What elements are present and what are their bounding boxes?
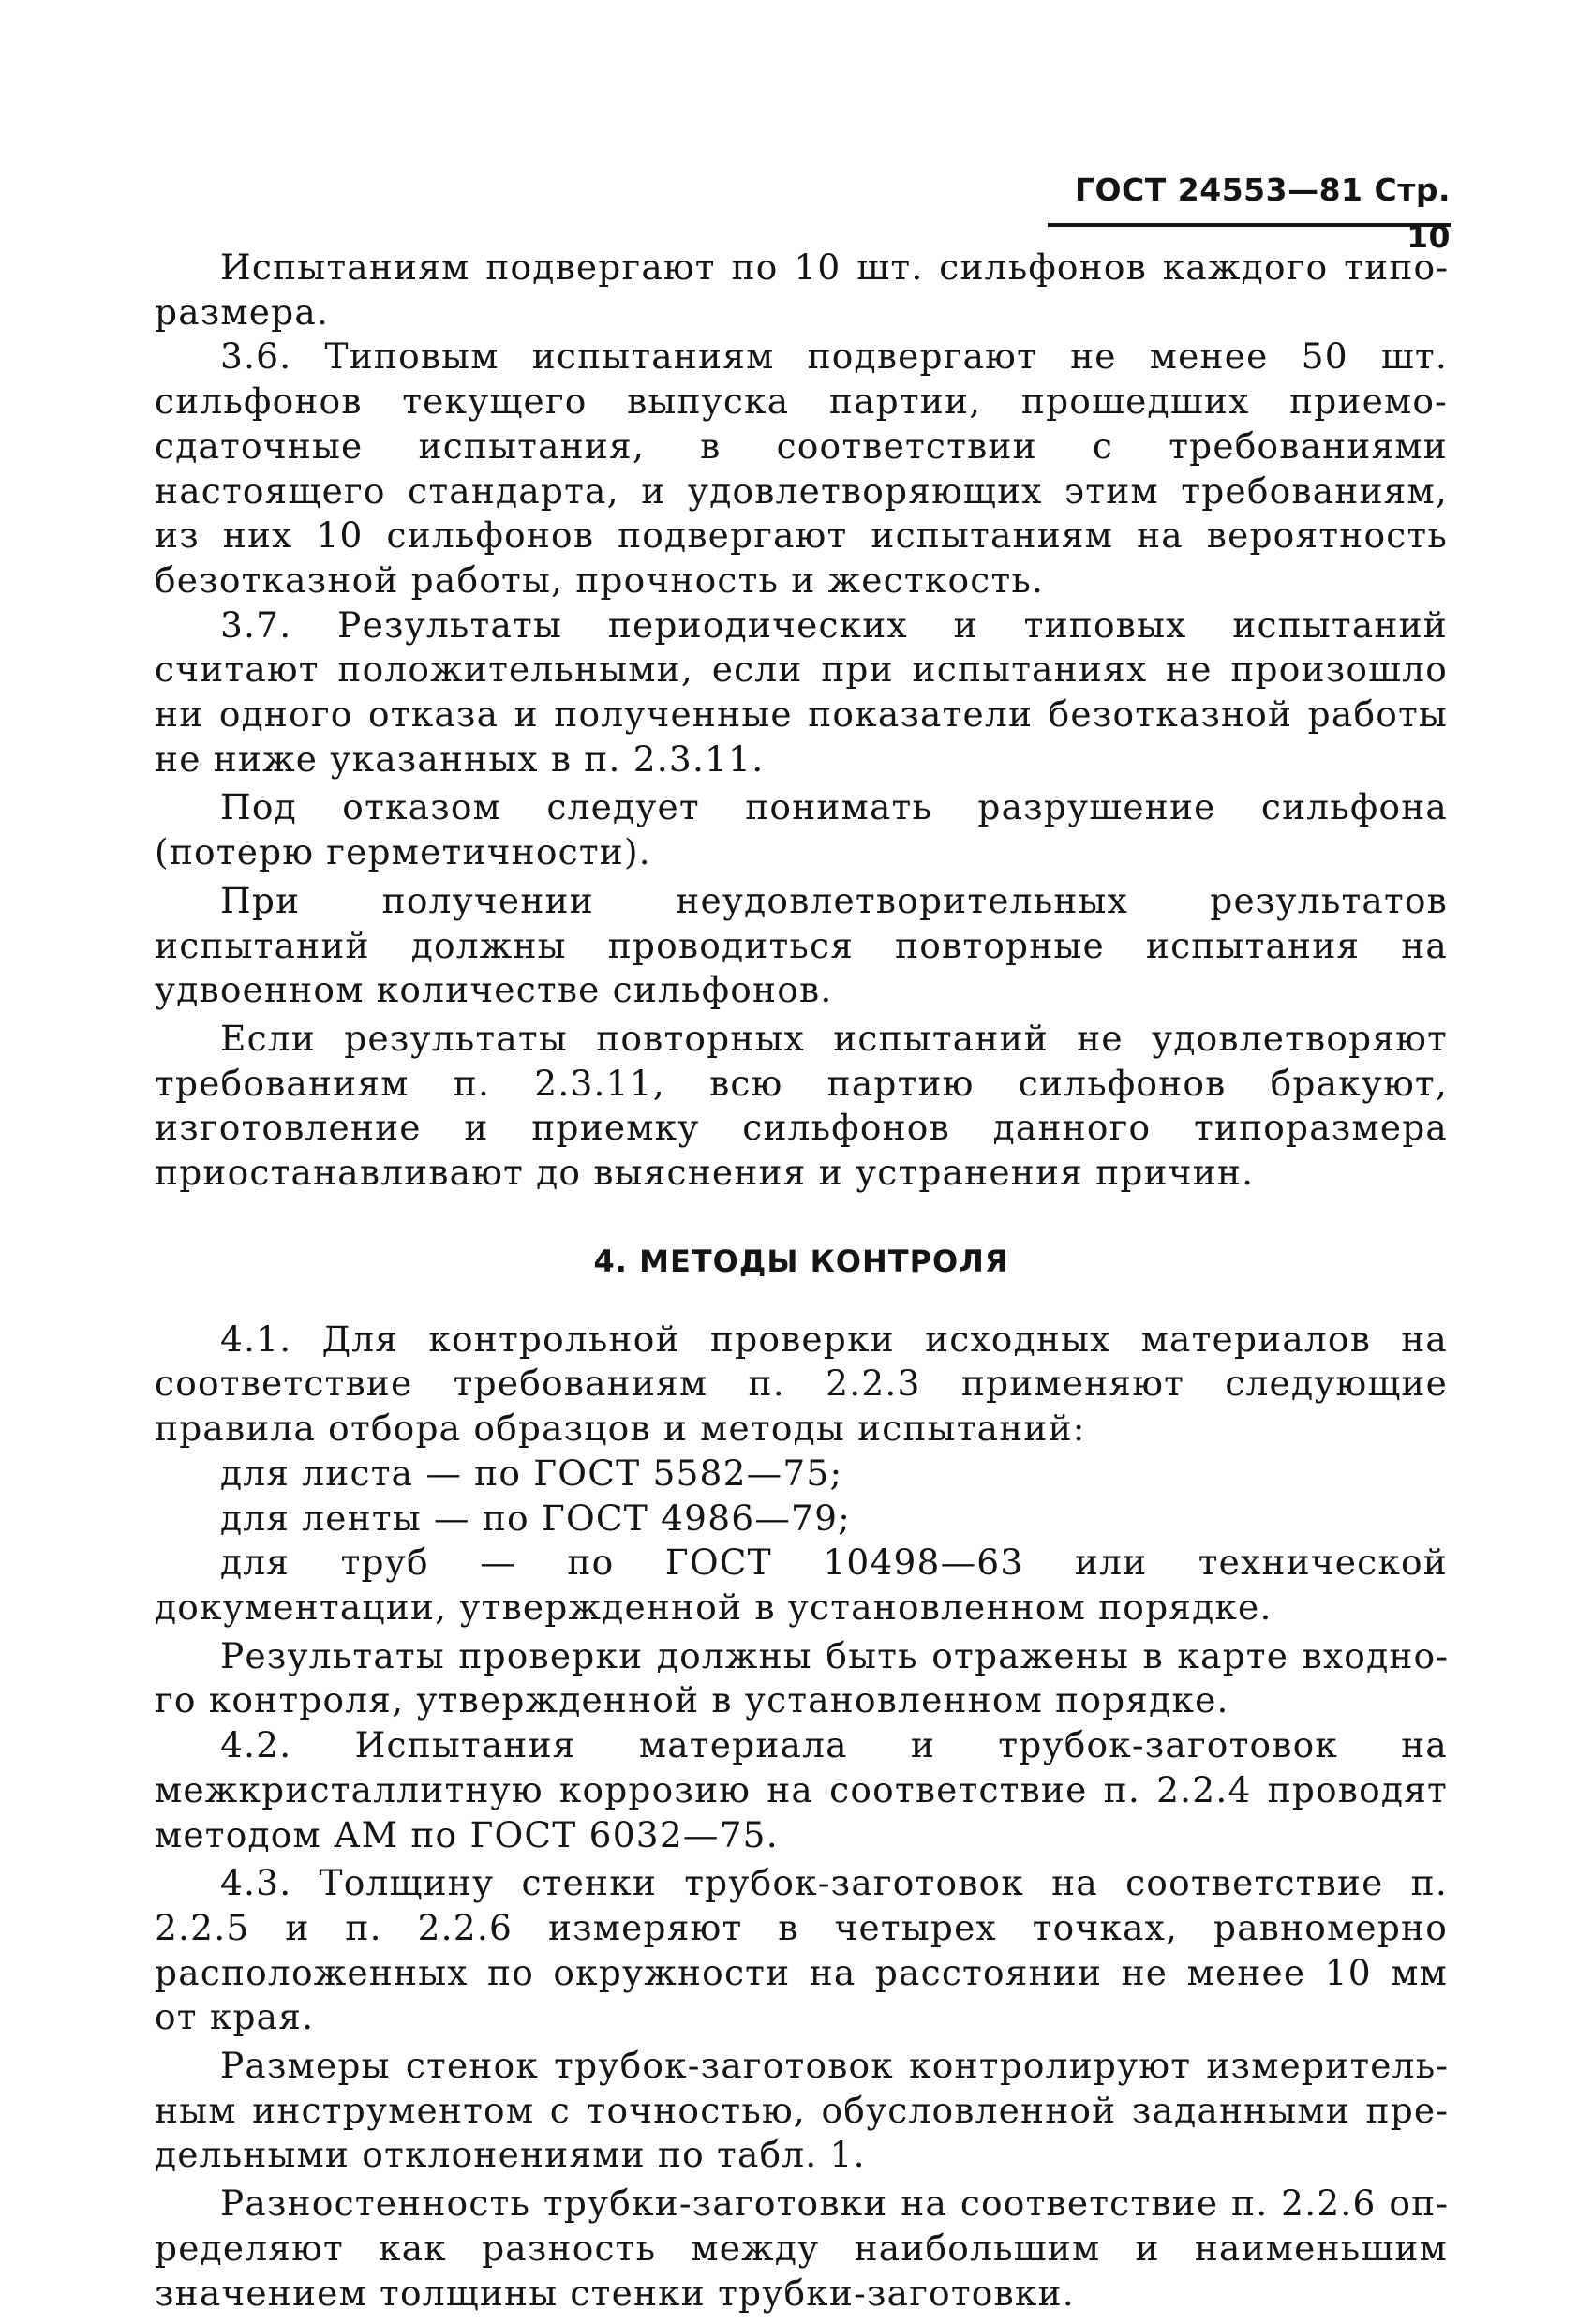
paragraph: При получении неудовлетворительных результатов испытаний должны проводиться повторные испытания на удвоенном количестве сильфонов. [155, 879, 1448, 1011]
list-item: для труб — по ГОСТ 10498—63 или технической документации, утвержденной в установленном порядке. [155, 1542, 1448, 1628]
paragraph: Разностенность трубки-заготовки на соответствие п. 2.2.6 определяют как разность между наибольшим и наименьшим значением толщины стенки трубки-заготовки. [155, 2182, 1448, 2314]
paragraph-3-7: 3.7. Результаты периодических и типовых испытаний считают положительными, если при испытаниях не произошло ни одного отказа и полученные показатели безотказной работы не ниже указанных в п. 2.3.11. [155, 603, 1448, 780]
paragraph-4-3: 4.3. Толщину стенки трубок-заготовок на соответствие п. 2.2.5 и п. 2.2.6 измеряют в четырех точках, равномерно расположенных по окружности на расстоянии не менее 10 мм от края. [155, 1862, 1448, 2038]
document-body [155, 246, 1448, 2316]
paragraph: Под отказом следует понимать разрушение сильфона (потерю герметичности). [155, 786, 1448, 873]
paragraph: Испытаниям подвергают по 10 шт. сильфонов каждого типоразмера. [155, 246, 1448, 333]
paragraph: Размеры стенок трубок-заготовок контролируют измерительным инструментом с точностью, обусловленной заданными предельными отклонениями по табл. 1. [155, 2045, 1448, 2176]
paragraph-3-6: 3.6. Типовым испытаниям подвергают не менее 50 шт. сильфонов текущего выпуска партии, прошедших приемо-сдаточные испытания, в соответствии с требованиями настоящего стандарта, и удовлетворяющих этим требованиям, из них 10 сильфонов подвергают испытаниям на вероятность безотказной работы, прочность и жесткость. [155, 335, 1448, 601]
paragraph-4-1: 4.1. Для контрольной проверки исходных материалов на соответствие требованиям п. 2.2.3 применяют следующие правила отбора образцов и методы испытаний: [155, 1318, 1448, 1450]
running-header: ГОСТ 24553—81 Стр. 10 [1048, 167, 1451, 227]
paragraph-4-2: 4.2. Испытания материала и трубок-заготовок на межкристаллитную коррозию на соответствие п. 2.2.4 проводят методом АМ по ГОСТ 6032—75. [155, 1724, 1448, 1855]
section-heading: 4. МЕТОДЫ КОНТРОЛЯ [593, 1243, 1009, 1279]
paragraph: Результаты проверки должны быть отражены в карте входного контроля, утвержденной в установленном порядке. [155, 1634, 1448, 1721]
list-item: для ленты — по ГОСТ 4986—79; [220, 1497, 852, 1539]
list-item: для листа — по ГОСТ 5582—75; [220, 1452, 843, 1494]
paragraph: Если результаты повторных испытаний не удовлетворяют требованиям п. 2.3.11, всю партию сильфонов бракуют, изготовление и приемку сильфонов данного типоразмера приостанавливают до выяснения и устранения причин. [155, 1017, 1448, 1194]
